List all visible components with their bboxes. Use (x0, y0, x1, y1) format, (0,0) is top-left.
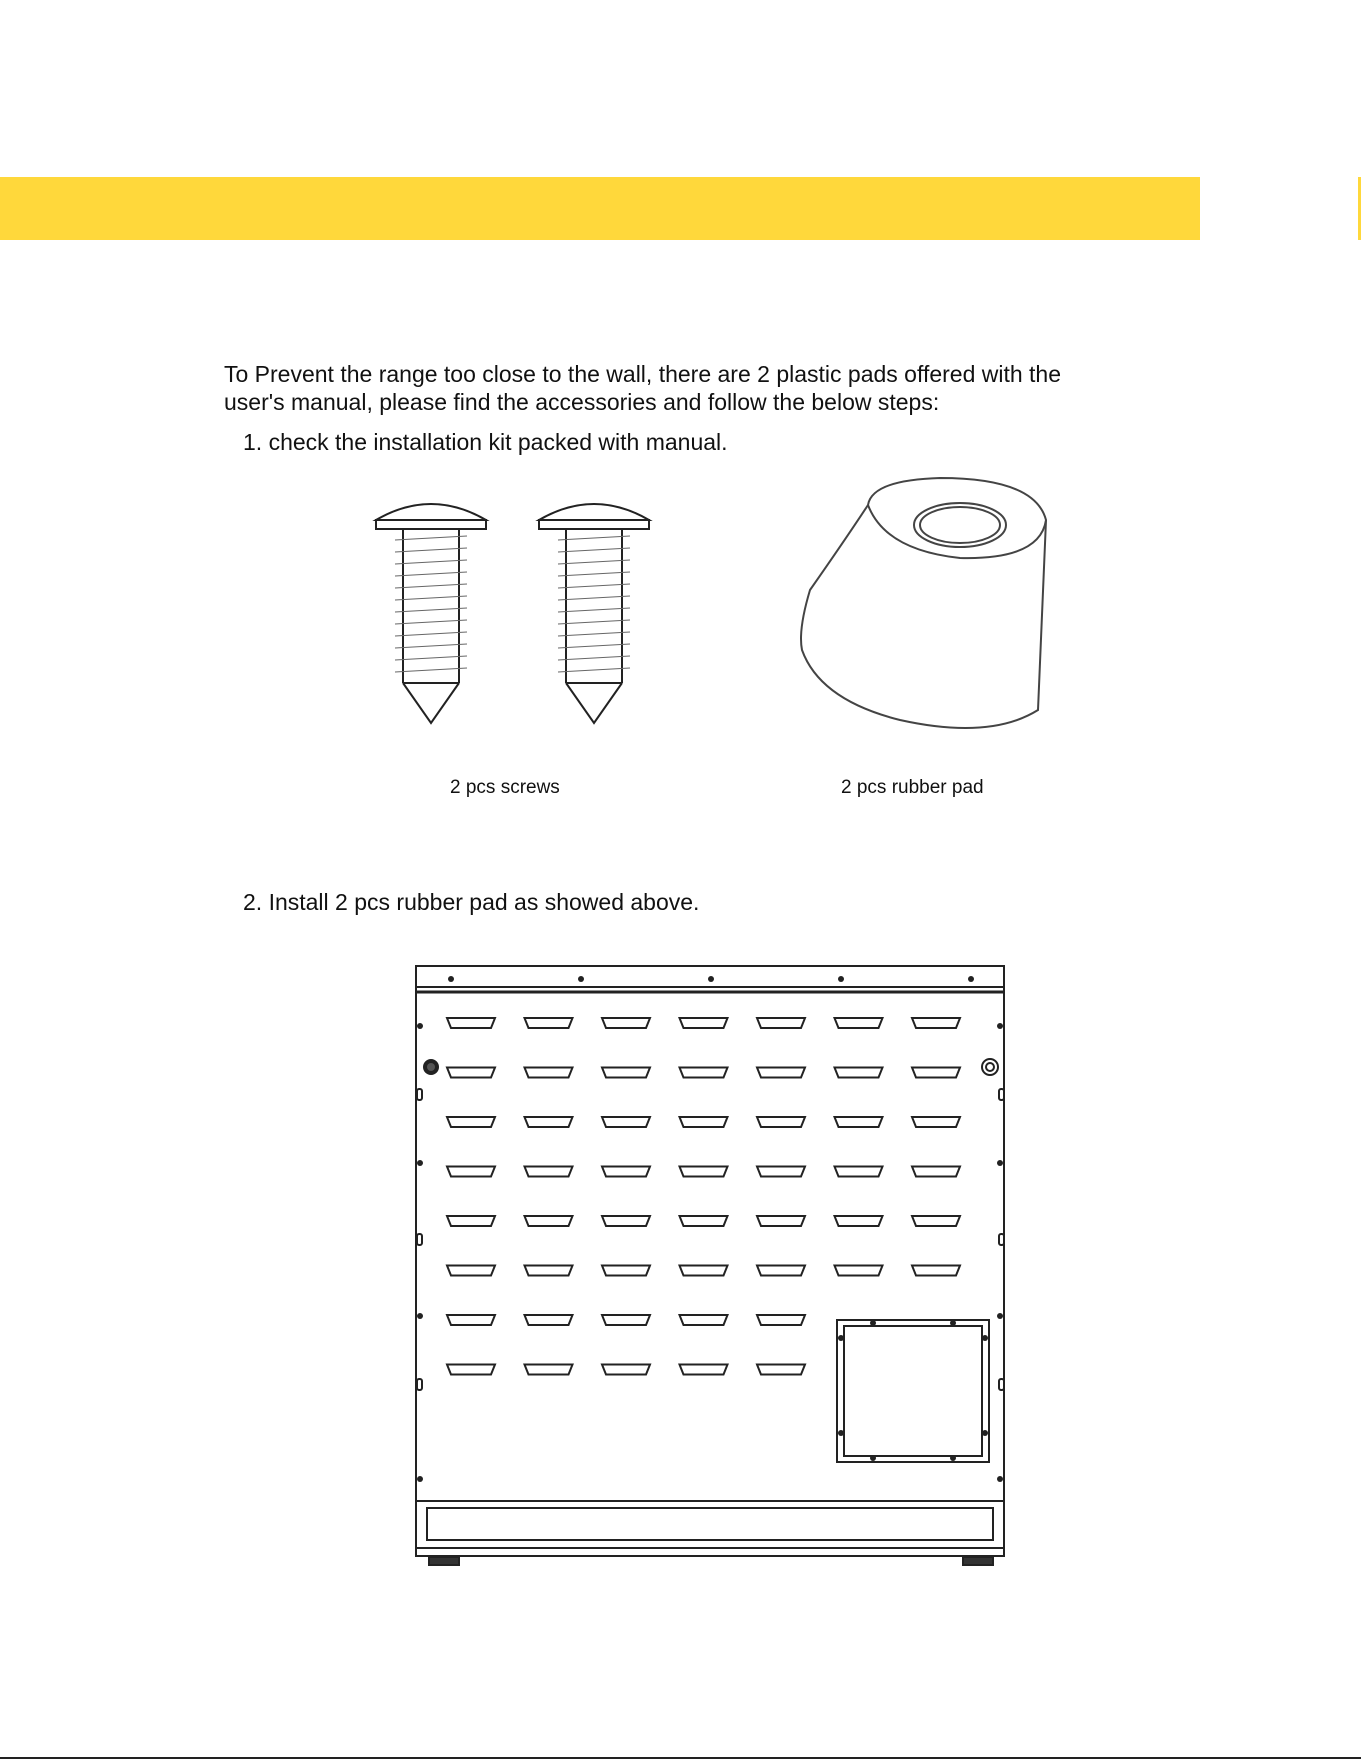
screw-icon (376, 504, 486, 723)
gas-inlet-left (423, 1059, 439, 1075)
intro-line-2: user's manual, please find the accessories and follow the below steps: (224, 389, 940, 415)
header-band (0, 177, 1200, 240)
rubber-pad-illustration (790, 470, 1070, 745)
page-bottom-rule (0, 1757, 1361, 1759)
step-1-text: 1. check the installation kit packed with manual. (243, 429, 728, 455)
screws-drawing (360, 480, 680, 730)
screws-caption: 2 pcs screws (450, 777, 560, 798)
rubber-pad-caption: 2 pcs rubber pad (841, 777, 984, 798)
range-back-illustration (410, 958, 1010, 1583)
screws-illustration (360, 480, 680, 735)
leveling-foot-left (429, 1557, 459, 1565)
rubber-pad-icon (790, 470, 1070, 740)
step-2-text: 2. Install 2 pcs rubber pad as showed above. (243, 889, 700, 915)
intro-line-1: To Prevent the range too close to the wall, there are 2 plastic pads offered with the (224, 361, 1062, 387)
intro-paragraph (224, 360, 1224, 416)
range-back-panel-icon (410, 958, 1010, 1578)
screw-icon (539, 504, 649, 723)
panel-outline (416, 966, 1004, 1556)
leveling-foot-right (963, 1557, 993, 1565)
